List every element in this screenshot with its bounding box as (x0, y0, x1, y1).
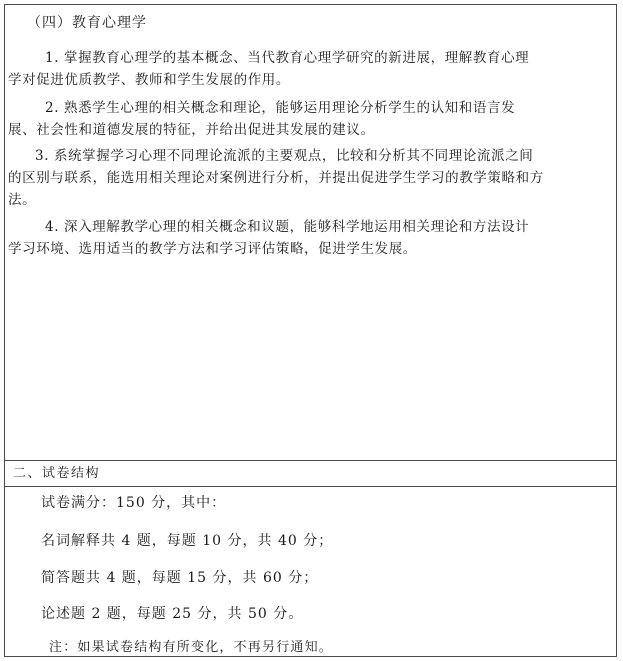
objective-line: 学习环境、选用适当的教学方法和学习评估策略，促进学生发展。 (8, 241, 417, 257)
objective-item-4 (8, 216, 612, 260)
exam-essay: 论述题 2 题，每题 25 分，共 50 分。 (41, 606, 304, 622)
objective-line: 2. 熟悉学生心理的相关概念和理论，能够运用理论分析学生的认知和语言发 (45, 100, 516, 116)
exam-structure-title: 二、试卷结构 (13, 466, 101, 481)
objective-line: 1. 掌握教育心理学的基本概念、当代教育心理学研究的新进展，理解教育心理 (45, 50, 530, 66)
exam-structure-note: 注：如果试卷结构有所变化，不再另行通知。 (49, 640, 334, 655)
objective-line: 4. 深入理解教学心理的相关概念和议题，能够科学地运用相关理论和方法设计 (45, 219, 530, 235)
objective-line: 法。 (8, 192, 37, 208)
objective-line: 展、社会性和道德发展的特征，并给出促进其发展的建议。 (8, 122, 375, 138)
objective-line: 学对促进优质教学、教师和学生发展的作用。 (8, 72, 290, 88)
objective-line: 的区别与联系，能选用相关理论对案例进行分析，并提出促进学生学习的教学策略和方 (8, 170, 544, 186)
section-educational-psychology (5, 5, 616, 460)
exam-term-definitions: 名词解释共 4 题，每题 10 分，共 40 分； (41, 533, 334, 549)
section-heading: （四）教育心理学 (27, 15, 147, 31)
objective-item-3 (8, 145, 612, 211)
row-divider (5, 460, 616, 461)
objective-item-1 (8, 47, 612, 91)
objective-item-2 (8, 97, 612, 141)
exam-short-answer: 简答题共 4 题，每题 15 分，共 60 分； (41, 570, 319, 586)
exam-total-score: 试卷满分：150 分，其中： (41, 495, 227, 511)
objective-line: 3. 系统掌握学习心理不同理论流派的主要观点，比较和分析其不同理论流派之间 (35, 148, 534, 164)
row-divider (5, 486, 616, 487)
syllabus-table (4, 4, 617, 657)
